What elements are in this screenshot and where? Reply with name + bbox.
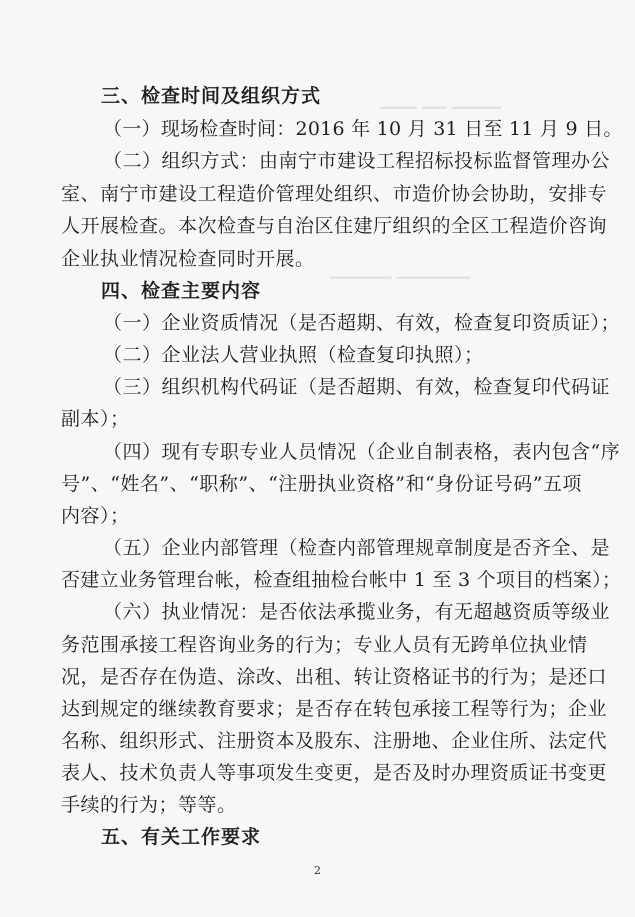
paragraph-line: 手续的行为；等等。 bbox=[61, 794, 237, 816]
paragraph-line: 号”、“姓名”、“职称”、“注册执业资格”和“身份证号码”五项 bbox=[61, 473, 582, 495]
paragraph-line: （一）企业资质情况（是否超期、有效，检查复印资质证）； bbox=[103, 312, 621, 334]
bleed-through-middle: ▁▁▁▁▁ ▁▁▁▁▁▁ bbox=[330, 260, 471, 279]
section-heading-5: 五、有关工作要求 bbox=[101, 826, 262, 848]
paragraph-line: （三）组织机构代码证（是否超期、有效，检查复印代码证 bbox=[103, 376, 611, 398]
paragraph-line: 表人、技术负责人等事项发生变更，是否及时办理资质证书变更 bbox=[61, 762, 608, 784]
paragraph-line: 室、南宁市建设工程造价管理处组织、市造价协会协助，安排专 bbox=[61, 183, 608, 205]
section-heading-4: 四、检查主要内容 bbox=[101, 280, 262, 302]
paragraph-line: 人开展检查。本次检查与自治区住建厅组织的全区工程造价咨询 bbox=[61, 215, 608, 237]
bleed-through-top: ▁▁▁ ▁▁ ▁▁▁▁ bbox=[380, 90, 501, 109]
paragraph-line: 企业执业情况检查同时开展。 bbox=[61, 248, 315, 270]
paragraph-line: 况，是否存在伪造、涂改、出租、转让资格证书的行为；是还口 bbox=[61, 666, 608, 688]
paragraph-line: 内容）； bbox=[61, 505, 130, 527]
paragraph-line: （二）企业法人营业执照（检查复印执照）； bbox=[103, 344, 484, 366]
paragraph-line: 副本）； bbox=[61, 408, 130, 430]
paragraph-line: （六）执业情况：是否依法承揽业务，有无超越资质等级业 bbox=[103, 601, 611, 623]
paragraph-line: 达到规定的继续教育要求；是否存在转包承接工程等行为；企业 bbox=[61, 698, 608, 720]
section-heading-3: 三、检查时间及组织方式 bbox=[101, 85, 322, 107]
paragraph-line: 名称、组织形式、注册资本及股东、注册地、企业住所、法定代 bbox=[61, 730, 608, 752]
paragraph-line: （一）现场检查时间：2016 年 10 月 31 日至 11 月 9 日。 bbox=[103, 118, 623, 140]
paragraph-line: 务范围承接工程咨询业务的行为；专业人员有无跨单位执业情 bbox=[61, 634, 588, 656]
paragraph-line: （四）现有专职专业人员情况（企业自制表格，表内包含“序 bbox=[103, 441, 621, 463]
paragraph-line: （二）组织方式：由南宁市建设工程招标投标监督管理办公 bbox=[103, 150, 611, 172]
paragraph-line: （五）企业内部管理（检查内部管理规章制度是否齐全、是 bbox=[103, 537, 611, 559]
page-number: 2 bbox=[314, 864, 321, 877]
paragraph-line: 否建立业务管理台帐，检查组抽检台帐中 1 至 3 个项目的档案）； bbox=[61, 569, 622, 591]
